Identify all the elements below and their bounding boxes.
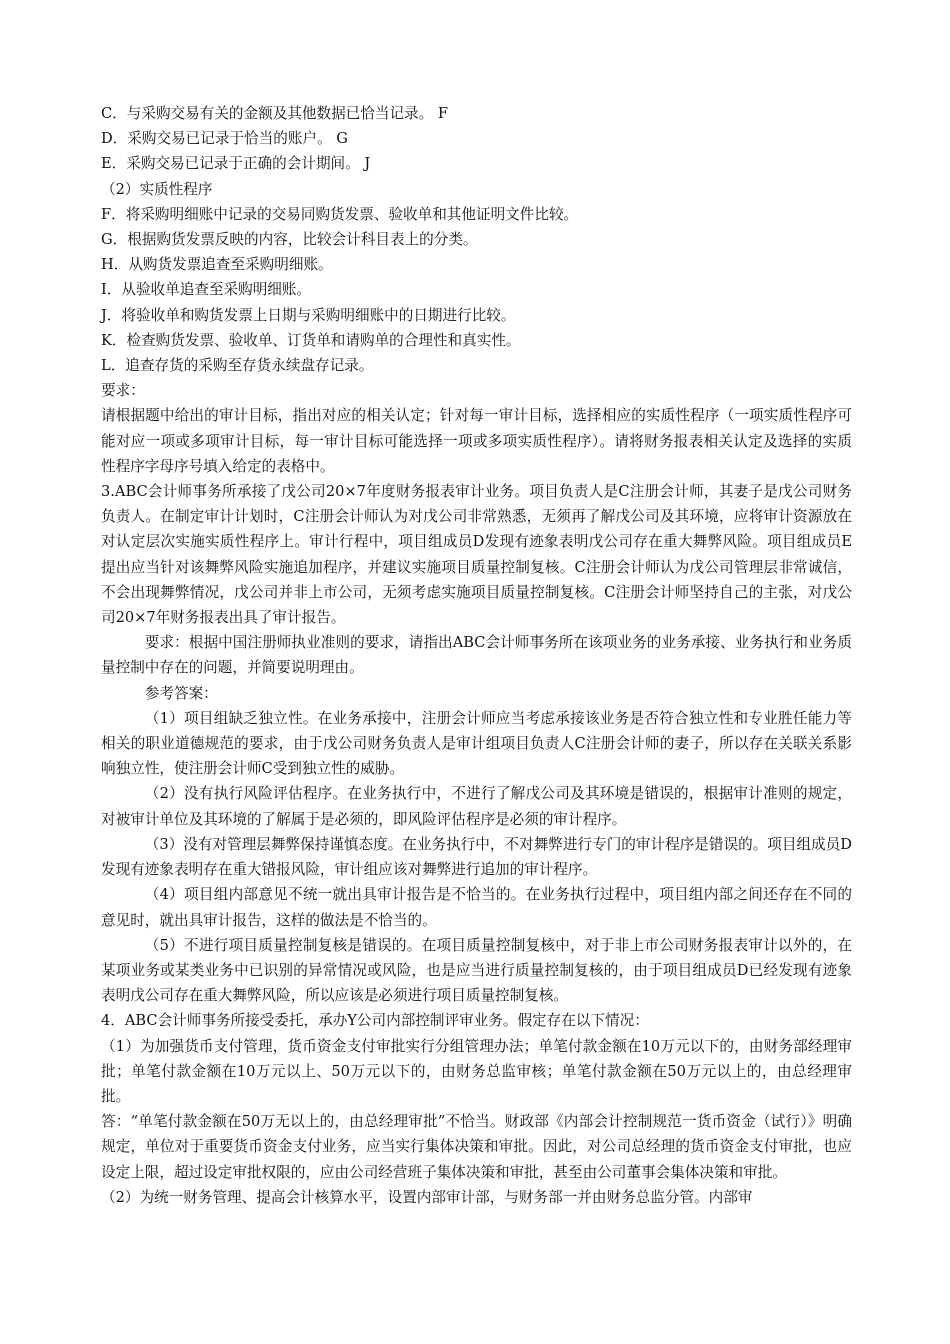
- procedure-i: I．从验收单追查至采购明细账。: [101, 281, 312, 299]
- procedure-k: K．检查购货发票、验收单、订货单和请购单的合理性和真实性。: [101, 331, 521, 349]
- answer-1: （1）项目组缺乏独立性。在业务承接中，注册会计师应当考虑承接该业务是否符合独立性和专业胜任能力等相关的职业道德规范的要求，由于戊公司财务负责人是审计组项目负责人C注册会计师的妻子，所以存在关联关系影响独立性，使注册会计师C受到独立性的威胁。: [101, 709, 852, 778]
- assertion-e: E．采购交易已记录于正确的会计期间。 J: [101, 155, 371, 173]
- requirement-heading: 要求：: [101, 382, 145, 400]
- answer-5: （5）不进行项目质量控制复核是错误的。在项目质量控制复核中，对于非上市公司财务报表审计以外的，在某项业务或某类业务中已识别的异常情况或风险，也是应当进行质量控制复核的，由于项目组成员D已经发现有迹象表明戊公司存在重大舞弊风险，所以应该是必须进行项目质量控制复核。: [101, 936, 852, 1005]
- reference-answer-heading: 参考答案：: [144, 684, 218, 702]
- procedure-l: L．追查存货的采购至存货永续盘存记录。: [101, 357, 374, 375]
- case-1-answer: 答：“单笔付款金额在50万无以上的，由总经理审批”不恰当。财政部《内部会计控制规范一货币资金（试行）》明确规定，单位对于重要货币资金支付业务，应当实行集体决策和审批。因此，对公司总经理的货币资金支付审批，也应设定上限，超过设定审批权限的，应由公司经营班子集体决策和审批，甚至由公司董事会集体决策和审批。: [101, 1113, 852, 1181]
- assertion-d: D．采购交易已记录于恰当的账户。 G: [101, 130, 348, 148]
- procedure-f: F．将采购明细账中记录的交易同购货发票、验收单和其他证明文件比较。: [101, 205, 579, 223]
- question-3-requirement: 要求：根据中国注册师执业准则的要求，请指出ABC会计师事务所在该项业务的业务承接、业务执行和业务质量控制中存在的问题，并简要说明理由。: [101, 634, 852, 677]
- procedure-h: H．从购货发票追查至采购明细账。: [101, 256, 333, 274]
- answer-4: （4）项目组内部意见不统一就出具审计报告是不恰当的。在业务执行过程中，项目组内部之间还存在不同的意见时，就出具审计报告，这样的做法是不恰当的。: [101, 886, 852, 929]
- assertion-c: C．与采购交易有关的金额及其他数据已恰当记录。 F: [101, 105, 448, 122]
- question-4: 4．ABC会计师事务所接受委托，承办Y公司内部控制评审业务。假定存在以下情况：: [101, 1012, 649, 1030]
- question-3: 3.ABC会计师事务所承接了戊公司20×7年度财务报表审计业务。项目负责人是C注册会计师，其妻子是戊公司财务负责人。在制定审计计划时，C注册会计师认为对戊公司非常熟悉，无须再了解戊公司及其环境，应将审计资源放在对认定层次实施实质性程序上。审计行程中，项目组成员D发现有迹象表明戊公司存在重大舞弊风险。项目组成员E提出应当针对该舞弊风险实施追加程序，并建议实施项目质量控制复核。C注册会计师认为戊公司管理层非常诚信，不会出现舞弊情况，戊公司并非上市公司，无须考虑实施项目质量控制复核。C注册会计师坚持自己的主张，对戊公司20×7年财务报表出具了审计报告。: [101, 483, 852, 627]
- case-1: （1）为加强货币支付管理，货币资金支付审批实行分组管理办法；单笔付款金额在10万元以下的，由财务部经理审批；单笔付款金额在10万元以上、50万元以下的，由财务总监审核；单笔付款金额在50万元以上的，由总经理审批。: [101, 1037, 852, 1105]
- section-heading-substantive: （2）实质性程序: [101, 180, 213, 198]
- case-2: （2）为统一财务管理、提高会计核算水平，设置内部审计部，与财务部一并由财务总监分管。内部审: [101, 1188, 753, 1206]
- procedure-j: J．将验收单和购货发票上日期与采购明细账中的日期进行比较。: [101, 306, 516, 324]
- answer-3: （3）没有对管理层舞弊保持谨慎态度。在业务执行中，不对舞弊进行专门的审计程序是错误的。项目组成员D发现有迹象表明存在重大错报风险，审计组应该对舞弊进行追加的审计程序。: [101, 835, 852, 879]
- requirement-text: 请根据题中给出的审计目标，指出对应的相关认定；针对每一审计目标，选择相应的实质性程序（一项实质性程序可能对应一项或多项审计目标，每一审计目标可能选择一项或多项实质性程序）。请将财务报表相关认定及选择的实质性程序字母序号填入给定的表格中。: [101, 407, 852, 475]
- procedure-g: G．根据购货发票反映的内容，比较会计科目表上的分类。: [101, 231, 478, 249]
- answer-2: （2）没有执行风险评估程序。在业务执行中，不进行了解戊公司及其环境是错误的，根据审计准则的规定，对被审计单位及其环境的了解属于是必须的，即风险评估程序是必须的审计程序。: [101, 785, 852, 828]
